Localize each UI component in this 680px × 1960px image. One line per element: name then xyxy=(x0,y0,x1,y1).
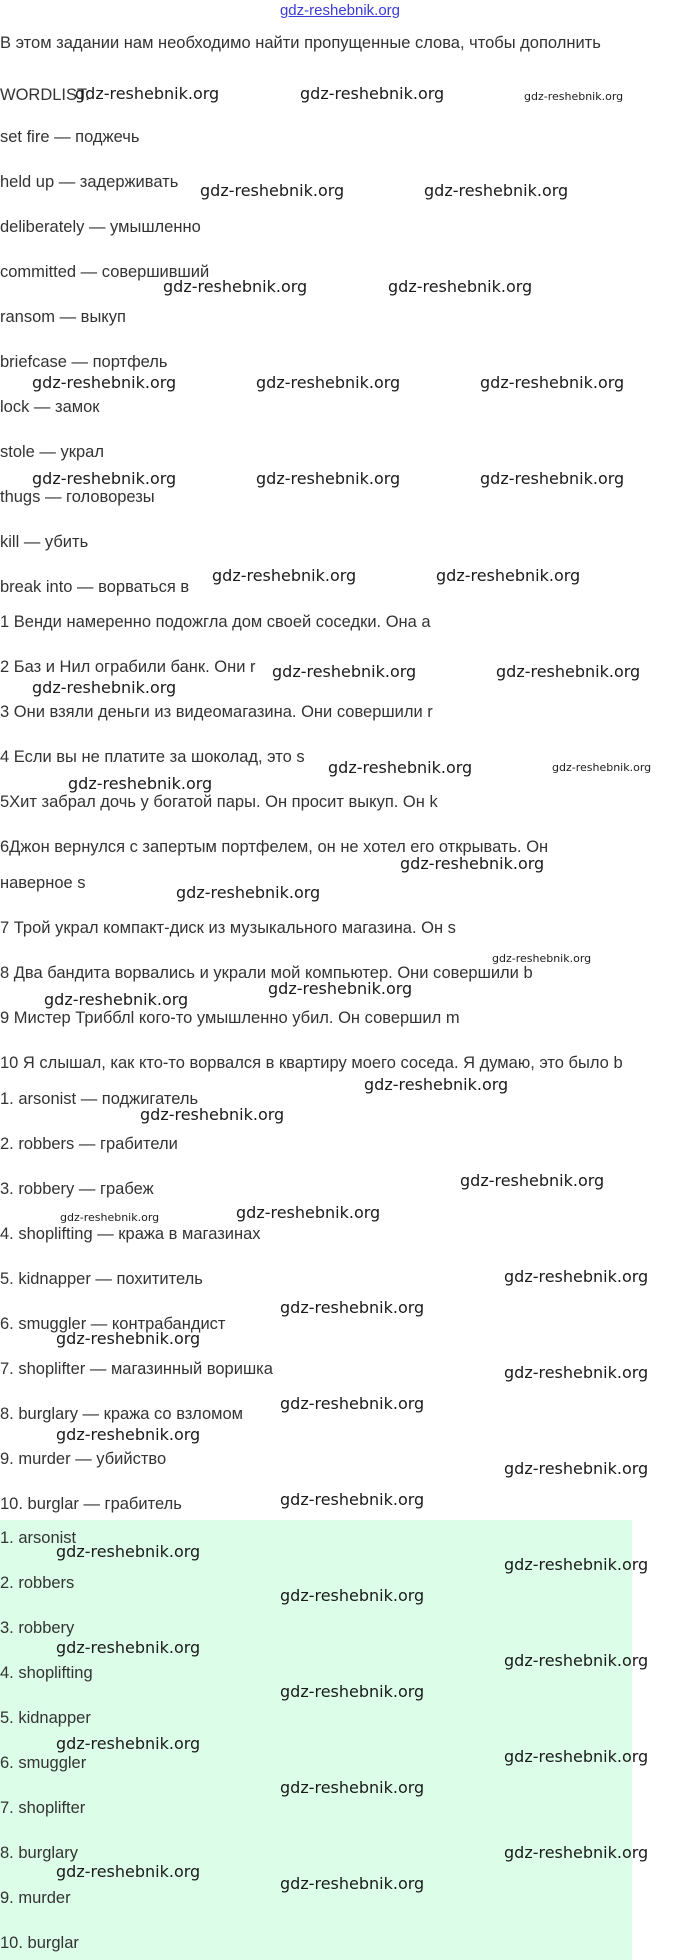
watermark: gdz-reshebnik.org xyxy=(256,373,401,392)
sentence: 5Хит забрал дочь у богатой пары. Он просит выкуп. Он k xyxy=(0,793,438,811)
sentence: 9 Мистер Трибблl кого-то умышленно убил. Он совершил m xyxy=(0,1009,460,1027)
sentence: 7 Трой украл компакт-диск из музыкального магазина. Он s xyxy=(0,919,456,937)
watermark: gdz-reshebnik.org xyxy=(56,1638,201,1657)
watermark: gdz-reshebnik.org xyxy=(236,1203,381,1222)
sentence: 3 Они взяли деньги из видеомагазина. Они совершили r xyxy=(0,703,433,721)
watermark: gdz-reshebnik.org xyxy=(480,373,625,392)
watermark: gdz-reshebnik.org xyxy=(280,1490,425,1509)
watermark: gdz-reshebnik.org xyxy=(504,1267,649,1286)
answer-item: 7. shoplifter xyxy=(0,1799,86,1817)
translation-item: 8. burglary — кража со взломом xyxy=(0,1405,244,1423)
watermark: gdz-reshebnik.org xyxy=(504,1363,649,1382)
watermark: gdz-reshebnik.org xyxy=(280,1778,425,1797)
sentence: 1 Венди намеренно подожгла дом своей соседки. Она а xyxy=(0,613,431,631)
watermark: gdz-reshebnik.org xyxy=(140,1105,285,1124)
watermark: gdz-reshebnik.org xyxy=(163,277,308,296)
wordlist-item: thugs — головорезы xyxy=(0,488,155,506)
watermark: gdz-reshebnik.org xyxy=(268,979,413,998)
watermark: gdz-reshebnik.org xyxy=(460,1171,605,1190)
answer-item: 4. shoplifting xyxy=(0,1664,93,1682)
watermark: gdz-reshebnik.org xyxy=(280,1874,425,1893)
answer-item: 1. arsonist xyxy=(0,1529,77,1547)
intro-text: В этом задании нам необходимо найти пропущенные слова, чтобы дополнить xyxy=(0,34,601,52)
wordlist-item: deliberately — умышленно xyxy=(0,218,201,236)
watermark: gdz-reshebnik.org xyxy=(328,758,473,777)
sentence: 8 Два бандита ворвались и украли мой компьютер. Они совершили b xyxy=(0,964,533,982)
watermark: gdz-reshebnik.org xyxy=(280,1298,425,1317)
watermark: gdz-reshebnik.org xyxy=(496,662,641,681)
watermark: gdz-reshebnik.org xyxy=(524,90,624,103)
site-link[interactable]: gdz-reshebnik.org xyxy=(279,2,401,19)
watermark: gdz-reshebnik.org xyxy=(256,469,401,488)
translation-item: 1. arsonist — поджигатель xyxy=(0,1090,199,1108)
answer-item: 6. smuggler xyxy=(0,1754,87,1772)
answer-item: 10. burglar xyxy=(0,1934,79,1952)
answer-item: 3. robbery xyxy=(0,1619,75,1637)
watermark: gdz-reshebnik.org xyxy=(56,1425,201,1444)
watermark: gdz-reshebnik.org xyxy=(504,1747,649,1766)
watermark: gdz-reshebnik.org xyxy=(492,952,592,965)
answer-item: 8. burglary xyxy=(0,1844,78,1862)
translation-item: 2. robbers — грабители xyxy=(0,1135,178,1153)
wordlist-item: set fire — поджечь xyxy=(0,128,140,146)
sentence: 4 Если вы не платите за шоколад, это s xyxy=(0,748,305,766)
answer-item: 9. murder xyxy=(0,1889,71,1907)
watermark: gdz-reshebnik.org xyxy=(32,469,177,488)
wordlist-item: break into — ворваться в xyxy=(0,578,190,596)
watermark: gdz-reshebnik.org xyxy=(56,1542,201,1561)
watermark: gdz-reshebnik.org xyxy=(364,1075,509,1094)
watermark: gdz-reshebnik.org xyxy=(212,566,357,585)
watermark: gdz-reshebnik.org xyxy=(400,854,545,873)
wordlist-item: lock — замок xyxy=(0,398,100,416)
watermark: gdz-reshebnik.org xyxy=(68,774,213,793)
translation-item: 3. robbery — грабеж xyxy=(0,1180,154,1198)
watermark: gdz-reshebnik.org xyxy=(280,1394,425,1413)
watermark: gdz-reshebnik.org xyxy=(56,1734,201,1753)
wordlist-item: committed — совершивший xyxy=(0,263,210,281)
translation-item: 4. shoplifting — кража в магазинах xyxy=(0,1225,261,1243)
watermark: gdz-reshebnik.org xyxy=(60,1211,160,1224)
sentence: 6Джон вернулся с запертым портфелем, он не хотел его открывать. Он xyxy=(0,838,549,856)
watermark: gdz-reshebnik.org xyxy=(388,277,533,296)
watermark: gdz-reshebnik.org xyxy=(504,1651,649,1670)
watermark: gdz-reshebnik.org xyxy=(480,469,625,488)
watermark: gdz-reshebnik.org xyxy=(56,1329,201,1348)
translation-item: 7. shoplifter — магазинный воришка xyxy=(0,1360,273,1378)
watermark: gdz-reshebnik.org xyxy=(300,84,445,103)
translation-item: 10. burglar — грабитель xyxy=(0,1495,182,1513)
watermark: gdz-reshebnik.org xyxy=(504,1555,649,1574)
answer-item: 2. robbers xyxy=(0,1574,75,1592)
wordlist-item: held up — задерживать xyxy=(0,173,179,191)
watermark: gdz-reshebnik.org xyxy=(280,1682,425,1701)
watermark: gdz-reshebnik.org xyxy=(200,181,345,200)
watermark: gdz-reshebnik.org xyxy=(424,181,569,200)
watermark: gdz-reshebnik.org xyxy=(504,1459,649,1478)
sentence: 10 Я слышал, как кто-то ворвался в квартиру моего соседа. Я думаю, это было b xyxy=(0,1054,623,1072)
answer-item: 5. kidnapper xyxy=(0,1709,91,1727)
sentence: наверное s xyxy=(0,874,86,892)
watermark: gdz-reshebnik.org xyxy=(280,1586,425,1605)
watermark: gdz-reshebnik.org xyxy=(552,761,652,774)
sentence: 2 Баз и Нил ограбили банк. Они r xyxy=(0,658,256,676)
watermark: gdz-reshebnik.org xyxy=(504,1843,649,1862)
watermark: gdz-reshebnik.org xyxy=(272,662,417,681)
watermark: gdz-reshebnik.org xyxy=(176,883,321,902)
wordlist-title: WORDLIST: xyxy=(0,86,90,104)
watermark: gdz-reshebnik.org xyxy=(44,990,189,1009)
wordlist-item: ransom — выкуп xyxy=(0,308,126,326)
translation-item: 6. smuggler — контрабандист xyxy=(0,1315,226,1333)
translation-item: 5. kidnapper — похититель xyxy=(0,1270,203,1288)
watermark: gdz-reshebnik.org xyxy=(56,1862,201,1881)
wordlist-item: kill — убить xyxy=(0,533,89,551)
watermark: gdz-reshebnik.org xyxy=(436,566,581,585)
translation-item: 9. murder — убийство xyxy=(0,1450,167,1468)
watermark: gdz-reshebnik.org xyxy=(32,373,177,392)
wordlist-item: briefcase — портфель xyxy=(0,353,168,371)
watermark: gdz-reshebnik.org xyxy=(75,84,220,103)
watermark: gdz-reshebnik.org xyxy=(32,678,177,697)
wordlist-item: stole — украл xyxy=(0,443,104,461)
